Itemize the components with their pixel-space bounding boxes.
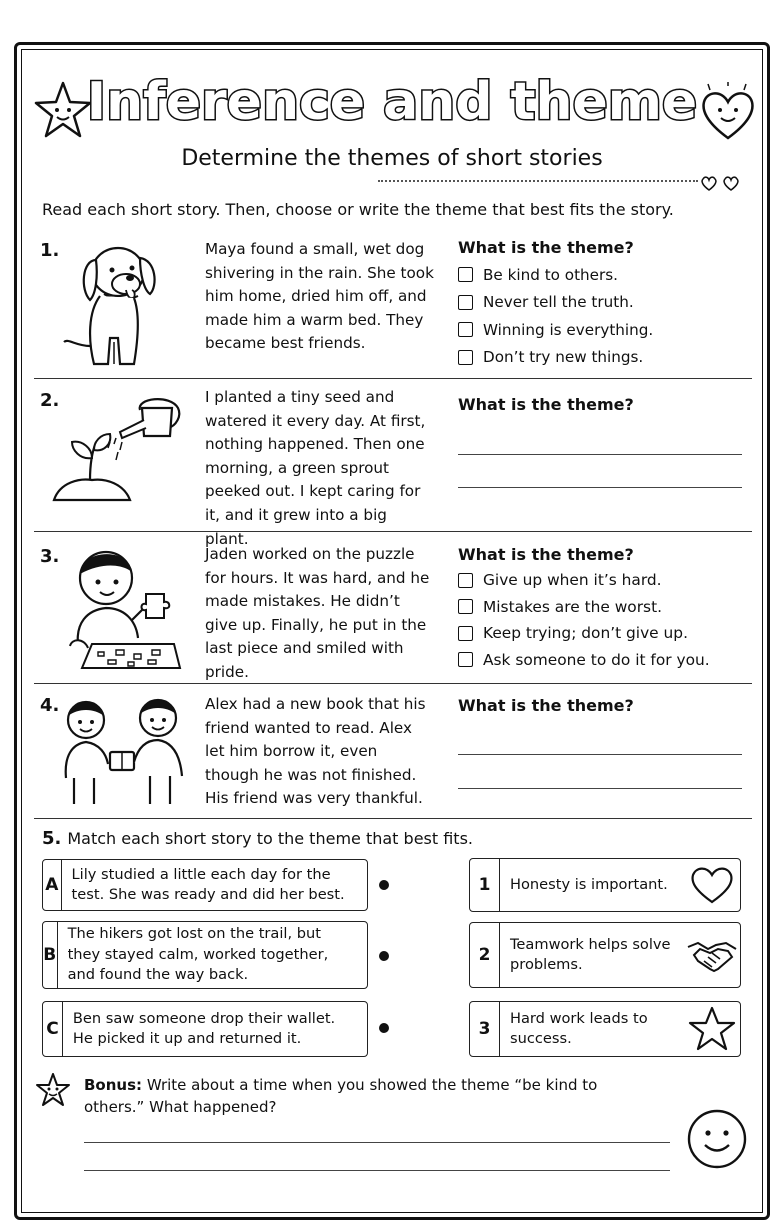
smiling-heart-icon bbox=[698, 82, 758, 144]
boy-puzzle-icon bbox=[62, 544, 188, 672]
checkbox[interactable] bbox=[458, 295, 473, 310]
dog-icon bbox=[60, 242, 165, 370]
answer-option[interactable]: Give up when it’s hard. bbox=[458, 567, 710, 594]
story-card-a[interactable] bbox=[42, 859, 368, 911]
dotted-divider bbox=[378, 180, 698, 182]
watering-can-sprout-icon bbox=[50, 392, 190, 504]
section-divider bbox=[34, 818, 752, 819]
answer-option[interactable]: Winning is everything. bbox=[458, 316, 653, 344]
match-dot[interactable] bbox=[379, 880, 389, 890]
question-number: 1. bbox=[40, 240, 60, 261]
bonus-prompt: Bonus: Write about a time when you showed the theme “be kind to others.” What happened? bbox=[84, 1076, 598, 1116]
question-prompt: What is the theme? bbox=[458, 545, 634, 564]
question-prompt: What is the theme? bbox=[458, 238, 634, 257]
answer-line[interactable] bbox=[84, 1170, 670, 1171]
page-title: Inference and theme bbox=[86, 72, 698, 132]
star-icon bbox=[688, 1006, 736, 1052]
checkbox[interactable] bbox=[458, 573, 473, 588]
answer-line[interactable] bbox=[458, 454, 742, 455]
checkbox[interactable] bbox=[458, 267, 473, 282]
answer-option[interactable]: Don’t try new things. bbox=[458, 344, 653, 372]
story-card-c[interactable] bbox=[42, 1001, 368, 1057]
boys-sharing-book-icon bbox=[58, 694, 194, 808]
heart-icon bbox=[689, 864, 735, 906]
story-letter: C bbox=[43, 1002, 63, 1056]
match-dot[interactable] bbox=[379, 951, 389, 961]
story-text: Alex had a new book that his friend wanted to read. Alex let him borrow it, even though he was not finished. His friend was very thankful. bbox=[205, 695, 426, 808]
question-number: 4. bbox=[40, 695, 60, 716]
checkbox[interactable] bbox=[458, 652, 473, 667]
small-hearts-icon bbox=[700, 175, 744, 193]
theme-card-text: Hard work leads to success. bbox=[510, 1009, 648, 1047]
answer-line[interactable] bbox=[458, 788, 742, 789]
checkbox[interactable] bbox=[458, 599, 473, 614]
story-card-text: The hikers got lost on the trail, but they stayed calm, worked together, and found the way back. bbox=[67, 925, 329, 984]
story-letter: B bbox=[43, 922, 58, 988]
theme-number: 3 bbox=[470, 1002, 500, 1056]
story-card-b[interactable] bbox=[42, 921, 368, 989]
matching-instructions: 5. Match each short story to the theme that best fits. bbox=[42, 828, 473, 849]
answer-line[interactable] bbox=[458, 487, 742, 488]
section-divider bbox=[34, 378, 752, 379]
checkbox[interactable] bbox=[458, 322, 473, 337]
answer-option[interactable]: Never tell the truth. bbox=[458, 289, 653, 317]
theme-card-1[interactable] bbox=[469, 858, 741, 912]
answer-line[interactable] bbox=[458, 754, 742, 755]
question-number: 3. bbox=[40, 546, 60, 567]
match-dot[interactable] bbox=[379, 1023, 389, 1033]
question-number: 2. bbox=[40, 390, 60, 411]
section-divider bbox=[34, 683, 752, 684]
theme-card-text: Teamwork helps solve problems. bbox=[510, 935, 671, 973]
question-prompt: What is the theme? bbox=[458, 696, 634, 715]
theme-number: 2 bbox=[470, 923, 500, 987]
question-prompt: What is the theme? bbox=[458, 395, 634, 414]
checkbox[interactable] bbox=[458, 350, 473, 365]
answer-options bbox=[458, 567, 710, 673]
answer-option[interactable]: Keep trying; don’t give up. bbox=[458, 620, 710, 647]
section-divider bbox=[34, 531, 752, 532]
theme-card-text: Honesty is important. bbox=[510, 875, 668, 893]
story-card-text: Lily studied a little each day for the test. She was ready and did her best. bbox=[71, 865, 345, 903]
theme-card-2[interactable] bbox=[469, 922, 741, 988]
answer-option[interactable]: Ask someone to do it for you. bbox=[458, 647, 710, 674]
story-letter: A bbox=[43, 860, 62, 910]
story-text: I planted a tiny seed and watered it every day. At first, nothing happened. Then one morning, a green sprout peeked out. I kept caring for it, and it grew into a big plant. bbox=[205, 388, 426, 548]
theme-card-3[interactable] bbox=[469, 1001, 741, 1057]
handshake-icon bbox=[686, 935, 738, 975]
theme-number: 1 bbox=[470, 859, 500, 911]
answer-options bbox=[458, 261, 653, 371]
story-text: Jaden worked on the puzzle for hours. It was hard, and he made mistakes. He didn’t give up. Finally, he put in the last piece and smiled with pride. bbox=[205, 545, 430, 681]
story-text: Maya found a small, wet dog shivering in the rain. She took him home, dried him off, and made him a warm bed. They became best friends. bbox=[205, 240, 434, 353]
checkbox[interactable] bbox=[458, 626, 473, 641]
page-subtitle: Determine the themes of short stories bbox=[181, 146, 603, 171]
answer-option[interactable]: Be kind to others. bbox=[458, 261, 653, 289]
story-card-text: Ben saw someone drop their wallet. He picked it up and returned it. bbox=[72, 1009, 336, 1047]
answer-line[interactable] bbox=[84, 1142, 670, 1143]
instructions: Read each short story. Then, choose or write the theme that best fits the story. bbox=[42, 200, 674, 219]
answer-option[interactable]: Mistakes are the worst. bbox=[458, 594, 710, 621]
smiling-star-icon bbox=[34, 1072, 72, 1110]
smiley-face-icon bbox=[686, 1108, 748, 1170]
